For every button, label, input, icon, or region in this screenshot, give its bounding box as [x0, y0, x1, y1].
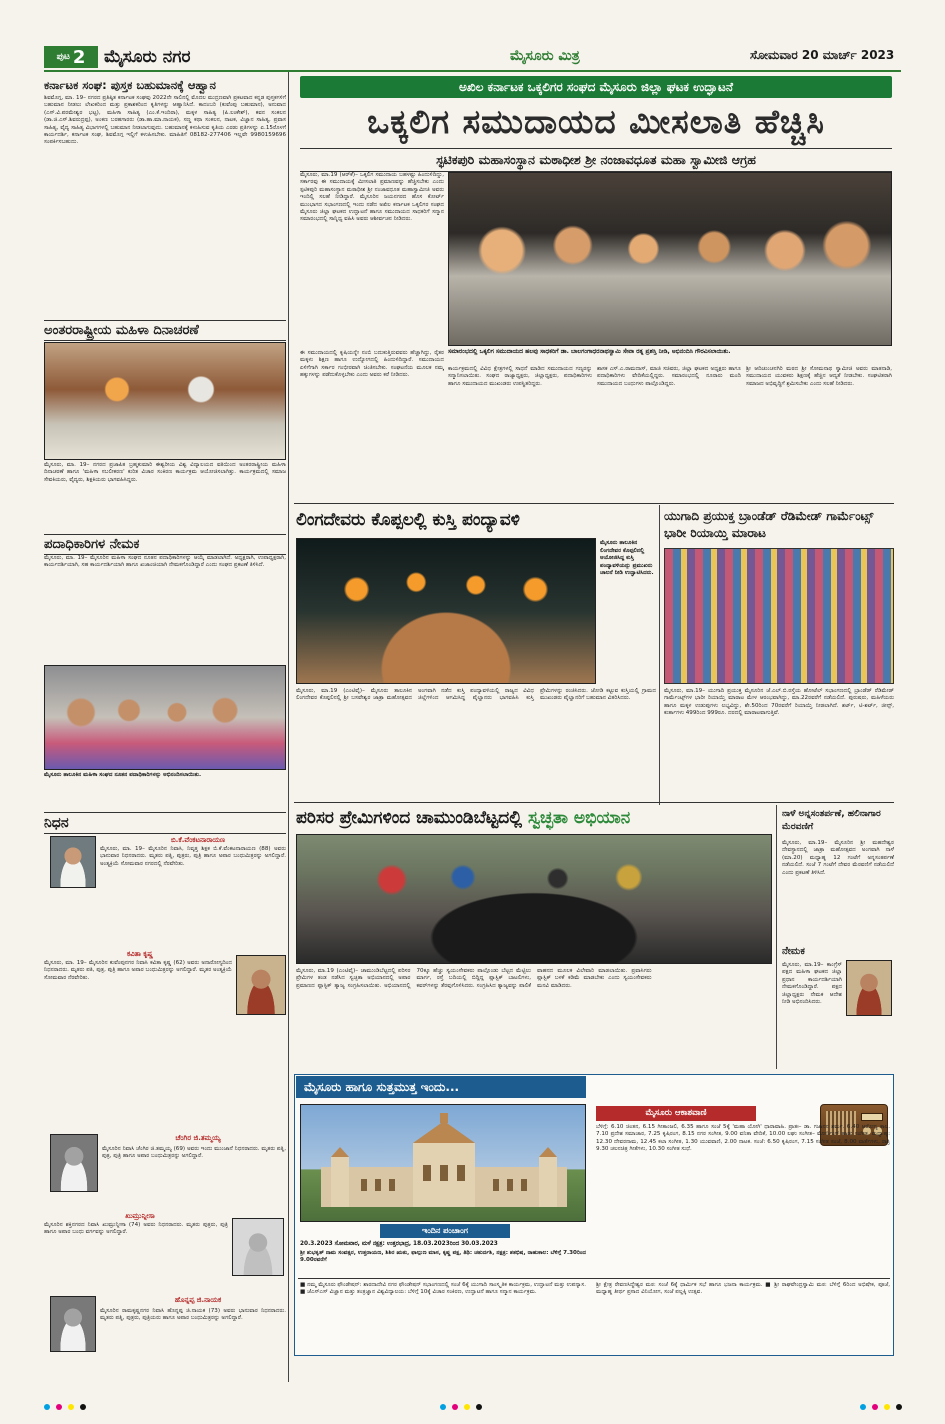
- lead-photo-caption: ಸಮಾರಂಭದಲ್ಲಿ ಒಕ್ಕಲಿಗ ಸಮುದಾಯದ ಹಲವು ಸಾಧಕರಿಗೆ ಡಾ. ಬಾಲಗಂಗಾಧರನಾಥಸ್ವಾಮಿ ಸೇವಾ ರತ್ನ ಪ್ರಶಸ್ತಿ ನೀಡಿ, ಅಭಿನಂದಿಸಿ ಗೌರವಿಸಲಾಯಿತು.: [448, 348, 731, 355]
- obituary-body: ಮೈಸೂರಿನ ರಾಮಕೃಷ್ಣನಗರ ನಿವಾಸಿ ಹೊನ್ನಪ್ಪ ಜಿ.ನಾಯಕ (73) ಅವರು ಭಾನುವಾರ ನಿಧನರಾದರು. ಮೃತರು ಪತ್ನಿ, ಪುತ್ರರು, ಪುತ್ರಿಯರು ಹಾಗೂ ಅಪಾರ ಬಂಧುಮಿತ್ರರನ್ನು ಅಗಲಿದ್ದಾರೆ.: [100, 1308, 286, 1322]
- masthead-rule: [44, 70, 901, 72]
- paper-name: ಮೈಸೂರು ಮಿತ್ರ: [510, 48, 580, 64]
- lead-headline: ಒಕ್ಕಲಿಗ ಸಮುದಾಯದ ಮೀಸಲಾತಿ ಹೆಚ್ಚಿಸಿ: [367, 102, 825, 141]
- wrestling-side-caption: ಮೈಸೂರು ತಾಲೂಕಿನ ಲಿಂಗದೇವರ ಕೊಪ್ಪಲಿನಲ್ಲಿ ಆಯೋಜಿಸಿದ್ದ ಕುಸ್ತಿ ಪಂದ್ಯಾವಳಿಯನ್ನು ಪ್ರಮುಖರು ಚಾಲನೆ ನೀಡಿ ಉದ್ಘಾಟಿಸಿದರು.: [600, 540, 654, 577]
- palace-image: [300, 1104, 586, 1222]
- section-rule: [298, 1278, 890, 1279]
- wrestling-body: ಮೈಸೂರು, ಮಾ.19 (ಎಂಟಿವೈ)– ಮೈಸೂರು ತಾಲೂಕಿನ ಲಿಂಗದೇವರ ಕೊಪ್ಪಲಿನಲ್ಲಿ ಶ್ರೀ ಬಸವೇಶ್ವರ ಜಾತ್ರಾ ಮಹೋತ್ಸವದ ಅಂಗವಾಗಿ ನಡೆದ ಕುಸ್ತಿ ಪಂದ್ಯಾವಳಿಯಲ್ಲಿ ರಾಜ್ಯದ ವಿವಿಧ ಜಿಲ್ಲೆಗಳಿಂದ ಆಗಮಿಸಿದ್ದ ಪೈಲ್ವಾನರು ಭಾಗವಹಿಸಿ ಕುಸ್ತಿ ಪ್ರೇಮಿಗಳನ್ನು ರಂಜಿಸಿದರು. ಜೋಡಿ ಕಟ್ಟುವ ಕುಸ್ತಿಯಲ್ಲಿ ಗ್ರಾಮದ ಮುಖಂಡರು ಪೈಲ್ವಾನರಿಗೆ ಬಹುಮಾನ ವಿತರಿಸಿದರು.: [296, 688, 656, 702]
- page-number: 2: [72, 46, 86, 68]
- obituary-photo: [232, 1218, 284, 1276]
- obituary-name: ಚೆಂಗಿರ ಜಿ.ತಮ್ಮಯ್ಯ: [175, 1134, 221, 1142]
- brief-body: ಮೈಸೂರು, ಮಾ.19– ಮೈಸೂರಿನ ಶ್ರೀ ಮಹದೇಶ್ವರ ದೇವಸ್ಥಾನದಲ್ಲಿ ಜಾತ್ರಾ ಮಹೋತ್ಸವದ ಅಂಗವಾಗಿ ನಾಳೆ (ಮಾ.20) ಮಧ್ಯಾಹ್ನ 12 ಗಂಟೆಗೆ ಅನ್ನಸಂತರ್ಪಣೆ ನಡೆಯಲಿದೆ. ಸಂಜೆ 7 ಗಂಟೆಗೆ ದೇವರ ಮೆರವಣಿಗೆ ನಡೆಯಲಿದೆ ಎಂದು ಪ್ರಕಟಣೆ ತಿಳಿಸಿದೆ.: [782, 840, 894, 876]
- obituary-name: ಹೊನ್ನಪ್ಪ ಜಿ.ನಾಯಕ: [174, 1296, 222, 1304]
- story-title: ಪದಾಧಿಕಾರಿಗಳ ನೇಮಕ: [44, 534, 286, 555]
- panchanga-line: 20.3.2023 ಸೋಮವಾರ, ಮಳೆ ನಕ್ಷತ್ರ: ಉತ್ತರಭಾದ್ರ, 18.03.2023ರಿಂದ 30.03.2023: [300, 1241, 498, 1247]
- lead-body: ಮೈಸೂರು, ಮಾ.19 (ಆರ್‌ಕೆ)– ಒಕ್ಕಲಿಗ ಸಮುದಾಯ ಬಹಳಷ್ಟು ಹಿಂದುಳಿದಿದ್ದು, ಸರ್ಕಾರವು ಈ ಸಮುದಾಯಕ್ಕೆ ಮೀಸಲಾತಿ ಪ್ರಮಾಣವನ್ನು ಹೆಚ್ಚಿಸಬೇಕು ಎಂದು ಸ್ಫಟಿಕಪುರಿ ಮಹಾಸಂಸ್ಥಾನ ಮಠಾಧೀಶ ಶ್ರೀ ನಂಜಾವಧೂತ ಮಹಾಸ್ವಾಮೀಜಿ ಅವರು ಇಂದಿಲ್ಲಿ ಸಲಹೆ ನೀಡಿದ್ದಾರೆ. ಮೈಸೂರಿನ ಜಯನಗರದ ಹೊಸ ಕೋರ್ಟ್ ಮುಂಭಾಗದ ಸಭಾಂಗಣದಲ್ಲಿ ಇಂದು ನಡೆದ ಅಖಿಲ ಕರ್ನಾಟಕ ಒಕ್ಕಲಿಗರ ಸಂಘದ ಮೈಸೂರು ಜಿಲ್ಲಾ ಘಟಕದ ಉದ್ಘಾಟನೆ ಹಾಗೂ ಸಮುದಾಯದ ಸಾಧಕರಿಗೆ ಸನ್ಮಾನ ಸಮಾರಂಭದಲ್ಲಿ ಸಾನ್ನಿಧ್ಯ ವಹಿಸಿ ಅವರು ಆಶೀರ್ವಚನ ನೀಡಿದರು.: [300, 172, 444, 223]
- issue-date: ಸೋಮವಾರ 20 ಮಾರ್ಚ್ 2023: [750, 48, 895, 62]
- lead-subhead: ಸ್ಫಟಿಕಪುರಿ ಮಹಾಸಂಸ್ಥಾನ ಮಠಾಧೀಶ ಶ್ರೀ ನಂಜಾವಧೂತ ಮಹಾ ಸ್ವಾಮೀಜಿ ಆಗ್ರಹ: [300, 148, 892, 172]
- cleanup-body: ಮೈಸೂರು, ಮಾ.19 (ಎಂಟಿವೈ)– ಚಾಮುಂಡಿಬೆಟ್ಟದಲ್ಲಿ ಪರಿಸರ ಪ್ರೇಮಿಗಳ ತಂಡ ನಡೆಸಿದ ಸ್ವಚ್ಛತಾ ಅಭಿಯಾನದಲ್ಲಿ ಅಪಾರ ಪ್ರಮಾಣದ ಪ್ಲಾಸ್ಟಿಕ್ ತ್ಯಾಜ್ಯ ಸಂಗ್ರಹಿಸಲಾಯಿತು. ಅಭಿಯಾನದಲ್ಲಿ 70ಕ್ಕೂ ಹೆಚ್ಚು ಸ್ವಯಂಸೇವಕರು ಪಾಲ್ಗೊಂಡು ಬೆಟ್ಟದ ಮೆಟ್ಟಿಲು ಮಾರ್ಗ, ರಸ್ತೆ ಬದಿಯಲ್ಲಿ ಬಿದ್ದಿದ್ದ ಪ್ಲಾಸ್ಟಿಕ್ ಬಾಟಲಿಗಳು, ಕವರ್‌ಗಳನ್ನು ತೆರವುಗೊಳಿಸಿದರು. ಸಂಗ್ರಹಿಸಿದ ತ್ಯಾಜ್ಯವನ್ನು ಪಾಲಿಕೆ ವಾಹನದ ಮೂಲಕ ವಿಲೇವಾರಿ ಮಾಡಲಾಯಿತು. ಪ್ರವಾಸಿಗರು ಪ್ಲಾಸ್ಟಿಕ್ ಬಳಕೆ ಕಡಿಮೆ ಮಾಡಬೇಕು ಎಂದು ಸ್ವಯಂಸೇವಕರು ಮನವಿ ಮಾಡಿದರು.: [296, 968, 652, 989]
- garment-body: ಮೈಸೂರು, ಮಾ.19– ಯುಗಾದಿ ಪ್ರಯುಕ್ತ ಮೈಸೂರಿನ ಜೆ.ಎಲ್.ಬಿ.ರಸ್ತೆಯ ಹೋಟೆಲ್ ಸಭಾಂಗಣದಲ್ಲಿ ಬ್ರಾಂಡೆಡ್ ರೆಡಿಮೇಡ್ ಗಾರ್ಮೆಂಟ್ಸ್‌ಗಳ ಭಾರೀ ರಿಯಾಯ್ತಿ ಮಾರಾಟ ಮೇಳ ಆರಂಭವಾಗಿದ್ದು, ಮಾ.22ರವರೆಗೆ ನಡೆಯಲಿದೆ. ಪುರುಷರು, ಮಹಿಳೆಯರು ಹಾಗೂ ಮಕ್ಕಳ ಉಡುಪುಗಳು ಲಭ್ಯವಿದ್ದು, ಶೇ.50ರಿಂದ 70ರವರೆಗೆ ರಿಯಾಯ್ತಿ ನೀಡಲಾಗಿದೆ. ಶರ್ಟ್, ಟಿ-ಶರ್ಟ್, ಜೀನ್ಸ್, ಕುರ್ತಾಗಳು 499ರಿಂದ 999ರೂ. ದರದಲ್ಲಿ ಮಾರಾಟವಾಗುತ್ತಿವೆ.: [664, 688, 894, 717]
- registration-marks-right: [860, 1404, 902, 1410]
- section-rule: [294, 503, 894, 504]
- column-divider: [288, 72, 289, 1382]
- event-listings: ■ ನಮ್ಮ ಮೈಸೂರು ಫೌಂಡೇಷನ್: ಶಾರದಾದೇವಿ ನಗರ ಫೌಂಡೇಷನ್ ಸಭಾಂಗಣದಲ್ಲಿ ಸಂಜೆ 6ಕ್ಕೆ ಯುಗಾದಿ ಸಾಂಸ್ಕೃತಿಕ ಕಾರ್ಯಕ್ರಮ, ಉದ್ಘಾಟನೆ ಮತ್ತು ಉಪನ್ಯಾಸ. ■ ಜೆಎಸ್‌ಎಸ್ ವಿಜ್ಞಾನ ಮತ್ತು ತಂತ್ರಜ್ಞಾನ ವಿಶ್ವವಿದ್ಯಾಲಯ: ಬೆಳಿಗ್ಗೆ 10ಕ್ಕೆ ವಿಚಾರ ಸಂಕಿರಣ, ಉದ್ಘಾಟನೆ ಹಾಗೂ ಸನ್ಮಾನ ಕಾರ್ಯಕ್ರಮ.: [300, 1282, 586, 1296]
- garment-headline: ಯುಗಾದಿ ಪ್ರಯುಕ್ತ ಬ್ರಾಂಡೆಡ್ ರೆಡಿಮೇಡ್ ಗಾರ್ಮೆಂಟ್ಸ್ ಭಾರೀ ರಿಯಾಯ್ತಿ ಮಾರಾಟ: [664, 509, 874, 540]
- obituary-photo: [50, 1296, 96, 1352]
- column-divider: [659, 505, 660, 805]
- page-label: ಪುಟ: [56, 52, 70, 62]
- story-body: ಮೈಸೂರು, ಮಾ. 19– ನಗರದ ಪ್ರಜಾಪಿತ ಬ್ರಹ್ಮಕುಮಾರಿ ಈಶ್ವರೀಯ ವಿಶ್ವ ವಿದ್ಯಾಲಯದ ವತಿಯಿಂದ ಅಂತರರಾಷ್ಟ್ರೀಯ ಮಹಿಳಾ ದಿನಾಚರಣೆ ಹಾಗೂ 'ಮಹಿಳಾ ಸಬಲೀಕರಣ' ಕುರಿತ ವಿಚಾರ ಸಂಕಿರಣ ಕಾರ್ಯಕ್ರಮ ಆಯೋಜಿಸಲಾಗಿತ್ತು. ಕಾರ್ಯಕ್ರಮದಲ್ಲಿ ಸಮಾಜ ಸೇವಕಿಯರು, ವೈದ್ಯರು, ಶಿಕ್ಷಕಿಯರು ಭಾಗವಹಿಸಿದ್ದರು.: [44, 462, 286, 483]
- registration-marks-center: [440, 1404, 482, 1410]
- obituary-body: ಮೈಸೂರು, ಮಾ. 19– ಮೈಸೂರಿನ ನಿವಾಸಿ, ನಿವೃತ್ತ ಶಿಕ್ಷಕ ಬಿ.ಕೆ.ವೆಂಕಟನಾರಾಯಣ (88) ಅವರು ಭಾನುವಾರ ನಿಧನರಾದರು. ಮೃತರು ಪತ್ನಿ, ಪುತ್ರರು, ಪುತ್ರಿ ಹಾಗೂ ಅಪಾರ ಬಂಧುಮಿತ್ರರನ್ನು ಅಗಲಿದ್ದಾರೆ. ಅಂತ್ಯಕ್ರಿಯೆ ಸೋಮವಾರ ನಗರದಲ್ಲಿ ನೆರವೇರಿತು.: [100, 846, 286, 867]
- appointment-title: ನೇಮಕ: [782, 946, 805, 957]
- cleanup-photo: [296, 834, 772, 964]
- photo-caption: ಮೈಸೂರು ತಾಲೂಕಿನ ಮಹಿಳಾ ಸಂಘದ ನೂತನ ಪದಾಧಿಕಾರಿಗಳನ್ನು ಅಭಿನಂದಿಸಲಾಯಿತು.: [44, 772, 202, 778]
- column-divider: [776, 805, 777, 1069]
- page-number-badge: [44, 46, 98, 68]
- lead-body: ಶಾಸಕ ಎಸ್.ಎ.ರಾಮದಾಸ್, ಮಾಜಿ ಸಚಿವರು, ಜಿಲ್ಲಾ ಘಟಕದ ಅಧ್ಯಕ್ಷರು ಹಾಗೂ ಪದಾಧಿಕಾರಿಗಳು ವೇದಿಕೆಯಲ್ಲಿದ್ದರು. ಸಮಾರಂಭದಲ್ಲಿ ನೂರಾರು ಮಂದಿ ಸಮುದಾಯದ ಬಂಧುಗಳು ಪಾಲ್ಗೊಂಡಿದ್ದರು.: [597, 366, 741, 387]
- obituary-name: ಖುಮ್ರುನ್ನೀಸಾ: [125, 1212, 155, 1220]
- lead-kicker: ಅಖಿಲ ಕರ್ನಾಟಕ ಒಕ್ಕಲಿಗರ ಸಂಘದ ಮೈಸೂರು ಜಿಲ್ಲಾ ಘಟಕ ಉದ್ಘಾಟನೆ: [300, 76, 892, 98]
- palace-icon: [301, 1105, 586, 1222]
- story-title: ಕರ್ನಾಟಕ ಸಂಘ: ಪುಸ್ತಕ ಬಹುಮಾನಕ್ಕೆ ಆಹ್ವಾನ: [44, 78, 216, 92]
- lead-body: ಶ್ರೀ ಆದಿಚುಂಚನಗಿರಿ ಮಠದ ಶ್ರೀ ಸೋಮನಾಥ ಸ್ವಾಮೀಜಿ ಅವರು ಮಾತನಾಡಿ, ಸಮುದಾಯದ ಯುವಕರು ಶಿಕ್ಷಣಕ್ಕೆ ಹೆಚ್ಚಿನ ಆದ್ಯತೆ ನೀಡಬೇಕು. ಸಂಘಟಿತರಾಗಿ ಸಮಾಜದ ಅಭಿವೃದ್ಧಿಗೆ ಶ್ರಮಿಸಬೇಕು ಎಂದು ಸಲಹೆ ನೀಡಿದರು.: [746, 366, 892, 387]
- lead-body: ಈ ಸಮುದಾಯದಲ್ಲಿ ಕೃಷಿಯನ್ನೇ ನಂಬಿ ಬದುಕುತ್ತಿರುವವರು ಹೆಚ್ಚಾಗಿದ್ದು, ರೈತರ ಮಕ್ಕಳು ಶಿಕ್ಷಣ ಹಾಗೂ ಉದ್ಯೋಗದಲ್ಲಿ ಹಿಂದುಳಿದಿದ್ದಾರೆ. ಸಮುದಾಯದ ಏಳಿಗೆಗಾಗಿ ಸರ್ಕಾರ ಗಂಭೀರವಾಗಿ ಚಿಂತಿಸಬೇಕು. ಸಂಘಟನೆಯ ಮೂಲಕ ನಮ್ಮ ಹಕ್ಕುಗಳನ್ನು ಪಡೆದುಕೊಳ್ಳಬೇಕು ಎಂದು ಅವರು ಕರೆ ನೀಡಿದರು.: [300, 350, 444, 379]
- registration-marks-left: [44, 1404, 86, 1410]
- office-bearers-photo: [44, 665, 286, 770]
- obituary-photo: [236, 955, 286, 1015]
- obituary-body: ಮೈಸೂರಿನ ನಿವಾಸಿ ಚೆಂಗಿರ ಜಿ.ತಮ್ಮಯ್ಯ (69) ಅವರು ಇಂದು ಮುಂಜಾನೆ ನಿಧನರಾದರು. ಮೃತರು ಪತ್ನಿ, ಪುತ್ರ, ಪುತ್ರಿ ಹಾಗೂ ಅಪಾರ ಬಂಧುಮಿತ್ರರನ್ನು ಅಗಲಿದ್ದಾರೆ.: [102, 1146, 286, 1160]
- cleanup-headline-accent: ಸ್ವಚ್ಛತಾ ಅಭಿಯಾನ: [527, 808, 631, 828]
- section-rule: [294, 802, 894, 803]
- story-body: ಶಿವಮೊಗ್ಗ, ಮಾ. 19– ನಗರದ ಪ್ರತಿಷ್ಠಿತ ಕರ್ನಾಟಕ ಸಂಘವು 2022ನೇ ಸಾಲಿನಲ್ಲಿ ಮೊದಲ ಮುದ್ರಣವಾಗಿ ಪ್ರಕಟವಾದ ಕನ್ನಡ ಪುಸ್ತಕಗಳಿಗೆ ಬಹುಮಾನ ನೀಡಲು ಲೇಖಕರಿಂದ ಮತ್ತು ಪ್ರಕಾಶಕರಿಂದ ಕೃತಿಗಳನ್ನು ಆಹ್ವಾನಿಸಿದೆ. ಕಾದಂಬರಿ (ಕುವೆಂಪು ಬಹುಮಾನ), ಅನುವಾದ (ಎಸ್.ವಿ.ಪರಮೇಶ್ವರ ಭಟ್ಟ), ಮಹಿಳಾ ಸಾಹಿತ್ಯ (ಎಂ.ಕೆ.ಇಂದಿರಾ), ಮಕ್ಕಳ ಸಾಹಿತ್ಯ (ಪಿ.ಲಂಕೇಶ್), ಕವನ ಸಂಕಲನ (ಡಾ.ಜಿ.ಎಸ್.ಶಿವರುದ್ರಪ್ಪ), ಅಂಕಣ ಬರಹಗಾರರು (ಡಾ.ಹಾ.ಮಾ.ನಾಯಕ), ಸಣ್ಣ ಕಥಾ ಸಂಕಲನ, ನಾಟಕ, ವಿಜ್ಞಾನ ಸಾಹಿತ್ಯ, ಪ್ರವಾಸ ಸಾಹಿತ್ಯ, ವೈದ್ಯ ಸಾಹಿತ್ಯ ವಿಭಾಗಗಳಲ್ಲಿ ಬಹುಮಾನ ನೀಡಲಾಗುವುದು. ಬಹುಮಾನಕ್ಕೆ ಕಳುಹಿಸುವ ಕೃತಿಯ ಎರಡು ಪ್ರತಿಗಳನ್ನು ಏ.15ರೊಳಗೆ ಕಾರ್ಯದರ್ಶಿ, ಕರ್ನಾಟಕ ಸಂಘ, ಶಿವಮೊಗ್ಗ ಇಲ್ಲಿಗೆ ಕಳುಹಿಸಬೇಕು. ಮಾಹಿತಿಗೆ 08182-277406 ಇಲ್ಲವೇ 9980159696 ಸಂಪರ್ಕಿಸಬಹುದು.: [44, 95, 286, 146]
- appointment-body: ಮೈಸೂರು, ಮಾ.19– ಕಾಂಗ್ರೆಸ್ ಪಕ್ಷದ ಮಹಿಳಾ ಘಟಕದ ಜಿಲ್ಲಾ ಪ್ರಧಾನ ಕಾರ್ಯದರ್ಶಿಯಾಗಿ ನೇಮಕಗೊಂಡಿದ್ದಾರೆ. ಪಕ್ಷದ ಜಿಲ್ಲಾಧ್ಯಕ್ಷರು ನೇಮಕ ಆದೇಶ ನೀಡಿ ಅಭಿನಂದಿಸಿದರು.: [782, 962, 842, 1006]
- wrestling-headline: ಲಿಂಗದೇವರು ಕೊಪ್ಪಲಲ್ಲಿ ಕುಸ್ತಿ ಪಂದ್ಯಾವಳಿ: [296, 510, 520, 530]
- obituary-name: ಬಿ.ಕೆ.ವೆಂಕಟನಾರಾಯಣ: [170, 836, 226, 844]
- panchanga-line: ಶ್ರೀ ಶುಭಕೃತ್ ನಾಮ ಸಂವತ್ಸರ, ಉತ್ತರಾಯಣ, ಶಿಶಿರ ಋತು, ಫಾಲ್ಗುಣ ಮಾಸ, ಕೃಷ್ಣ ಪಕ್ಷ, ತಿಥಿ: ಚತುರ್ದಶಿ, ನಕ್ಷತ್ರ: ಶತಭಿಷ, ರಾಹುಕಾಲ: ಬೆಳಿಗ್ಗೆ 7.30ರಿಂದ 9.00ರವರೆಗೆ: [300, 1250, 586, 1264]
- event-listings: ಶ್ರೀ ಕ್ಷೇತ್ರ ರೇವಣಸಿದ್ಧೇಶ್ವರ ಮಠ: ಸಂಜೆ 6ಕ್ಕೆ ಧಾರ್ಮಿಕ ಸಭೆ ಹಾಗೂ ಭಜನಾ ಕಾರ್ಯಕ್ರಮ. ■ ಶ್ರೀ ರಾಘವೇಂದ್ರಸ್ವಾಮಿ ಮಠ: ಬೆಳಿಗ್ಗೆ 6ರಿಂದ ಅಭಿಷೇಕ, ಪೂಜೆ, ಮಧ್ಯಾಹ್ನ ತೀರ್ಥ ಪ್ರಸಾದ ವಿನಿಯೋಗ, ಸಂಜೆ ಪಲ್ಲಕ್ಕಿ ಉತ್ಸವ.: [596, 1282, 890, 1296]
- lead-photo: [448, 172, 892, 346]
- appointee-photo: [846, 960, 892, 1016]
- women-day-photo: [44, 342, 286, 460]
- obituary-body: ಮೈಸೂರಿನ ಶಕ್ತಿನಗರದ ನಿವಾಸಿ ಖುಮ್ರುನ್ನೀಸಾ (74) ಅವರು ನಿಧನರಾದರು. ಮೃತರು ಪುತ್ರರು, ಪುತ್ರಿ ಹಾಗೂ ಅಪಾರ ಬಂಧು ವರ್ಗವನ್ನು ಅಗಲಿದ್ದಾರೆ.: [44, 1222, 228, 1236]
- cleanup-headline: [296, 806, 776, 830]
- obituary-body: ಮೈಸೂರು, ಮಾ. 19– ಮೈಸೂರಿನ ಕುವೆಂಪುನಗರ ನಿವಾಸಿ ಕವಿತಾ ಕೃಷ್ಣ (62) ಅವರು ಅನಾರೋಗ್ಯದಿಂದ ನಿಧನರಾದರು. ಮೃತರು ಪತಿ, ಪುತ್ರ, ಪುತ್ರಿ ಹಾಗೂ ಅಪಾರ ಬಂಧುಮಿತ್ರರನ್ನು ಅಗಲಿದ್ದಾರೆ. ಮೃತರ ಅಂತ್ಯಕ್ರಿಯೆ ಸೋಮವಾರ ನೆರವೇರಿತು.: [44, 960, 232, 981]
- radio-title: ಮೈಸೂರು ಆಕಾಶವಾಣಿ: [596, 1106, 756, 1121]
- lead-body: ಕಾರ್ಯಕ್ರಮದಲ್ಲಿ ವಿವಿಧ ಕ್ಷೇತ್ರಗಳಲ್ಲಿ ಸಾಧನೆ ಮಾಡಿದ ಸಮುದಾಯದ ಗಣ್ಯರನ್ನು ಸನ್ಮಾನಿಸಲಾಯಿತು. ಸಂಘದ ರಾಜ್ಯಾಧ್ಯಕ್ಷರು, ಜಿಲ್ಲಾಧ್ಯಕ್ಷರು, ಪದಾಧಿಕಾರಿಗಳು ಹಾಗೂ ಸಮುದಾಯದ ಮುಖಂಡರು ಉಪಸ್ಥಿತರಿದ್ದರು.: [448, 366, 592, 387]
- panchanga-title: ಇಂದಿನ ಪಂಚಾಂಗ: [380, 1224, 510, 1238]
- radio-schedule: ಬೆಳಿಗ್ಗೆ: 6.10 ಚಿಂತನ, 6.15 ಗೀತಾಂಜಲಿ, 6.35 ಹಾಗೂ ಸಂಜೆ 5ಕ್ಕೆ 'ಮಹಾ ಯೋಗಿ' ಧಾರಾವಾಹಿ. ಪ್ರಾತಃ– ಡಾ. ಗಜಾನನ ಶರ್ಮ. 6.40 ಆರೋಗ್ಯ ಕಾಲ. 7.10 ಪ್ರದೇಶ ಸಮಾಚಾರ, 7.25 ಕೃಷಿರಂಗ, 8.15 ನಗರ ಸಂಗೀತ, 9.00 ವನಿತಾ ವೇದಿಕೆ, 10.00 ಲಘು ಸಂಗೀತ– ಮೋರ್ನಿಂಗ್ ಹಾಡು ಸಂಗೀತ. ಮಧ್ಯಾಹ್ನ: 12.30 ದೇವರನಾಮ, 12.45 ಕಲಾ ಸಂಗೀತ, 1.30 ಯುವವಾಣಿ, 2.00 ನಾಟಕ. ಸಂಜೆ: 6.50 ಕೃಷಿರಂಗ, 7.15 ಸಂಗೀತ ಸಂಜೆ, 8.00 ವಾರ್ತೆಗಳು, ರಾತ್ರಿ 9.30 ಚಲನಚಿತ್ರ ಗೀತೆಗಳು, 10.30 ಸಂಗೀತ ಸುಧೆ.: [596, 1124, 890, 1153]
- today-banner: ಮೈಸೂರು ಹಾಗೂ ಸುತ್ತಮುತ್ತ ಇಂದು...: [296, 1076, 586, 1098]
- garment-photo: [664, 548, 894, 684]
- wrestling-photo: [296, 538, 596, 684]
- brief-title: ನಾಳೆ ಅನ್ನಸಂತರ್ಪಣೆ, ಹಲಿನಾಗಾರ ಮೆರವಣಿಗೆ: [782, 809, 881, 832]
- obituary-header: ನಿಧನ: [44, 812, 286, 834]
- obituary-photo: [50, 1134, 98, 1192]
- story-body: ಮೈಸೂರು, ಮಾ. 19– ಮೈಸೂರಿನ ಮಹಿಳಾ ಸಂಘದ ನೂತನ ಪದಾಧಿಕಾರಿಗಳನ್ನು ಆಯ್ಕೆ ಮಾಡಲಾಗಿದೆ. ಅಧ್ಯಕ್ಷರಾಗಿ, ಉಪಾಧ್ಯಕ್ಷರಾಗಿ, ಕಾರ್ಯದರ್ಶಿಯಾಗಿ, ಸಹ ಕಾರ್ಯದರ್ಶಿಯಾಗಿ ಹಾಗೂ ಖಜಾಂಚಿಯಾಗಿ ನೇಮಕಗೊಂಡಿದ್ದಾರೆ ಎಂದು ಸಂಘದ ಪ್ರಕಟಣೆ ತಿಳಿಸಿದೆ.: [44, 555, 286, 569]
- obituary-name: ಕವಿತಾ ಕೃಷ್ಣ: [127, 950, 153, 958]
- cleanup-headline-main: ಪರಿಸರ ಪ್ರೇಮಿಗಳಿಂದ ಚಾಮುಂಡಿಬೆಟ್ಟದಲ್ಲಿ: [296, 808, 523, 828]
- obituary-photo: [50, 836, 96, 888]
- section-title: ಮೈಸೂರು ನಗರ: [104, 47, 191, 67]
- story-title: ಅಂತರರಾಷ್ಟ್ರೀಯ ಮಹಿಳಾ ದಿನಾಚರಣೆ: [44, 320, 286, 341]
